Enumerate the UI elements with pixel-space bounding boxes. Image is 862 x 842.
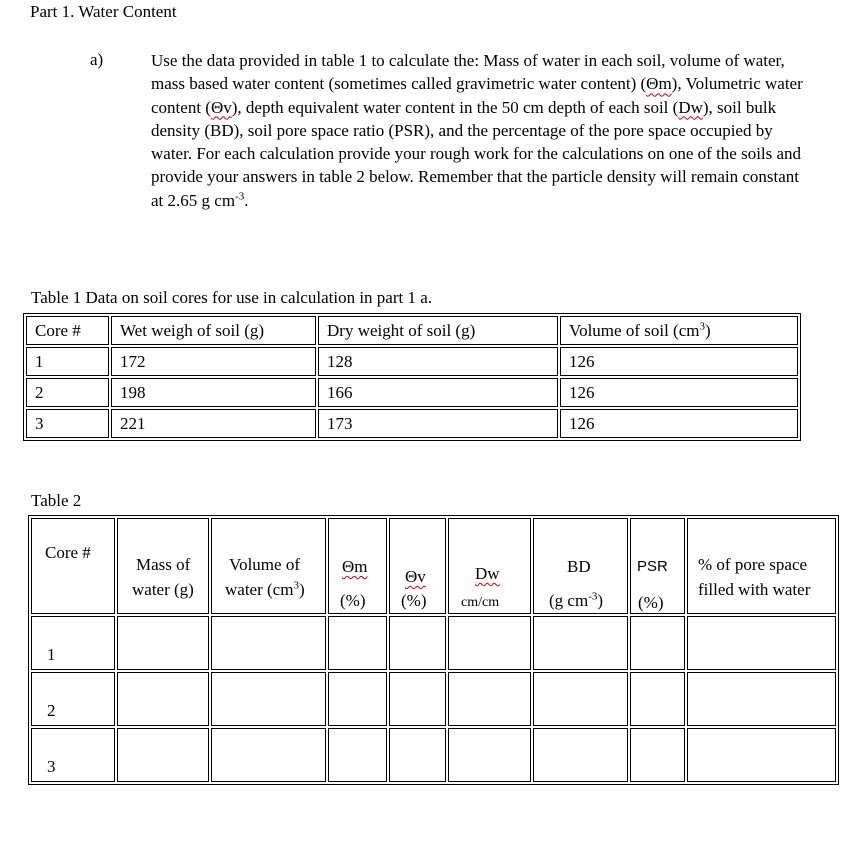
table2 — [28, 515, 839, 785]
header-core-label: Core # — [45, 543, 91, 562]
header-pct-line1: % of pore space — [698, 555, 808, 574]
table1-cell: 166 — [318, 378, 558, 407]
theta-m-term: Θm — [646, 74, 672, 94]
table2-core-cell — [31, 672, 115, 726]
answer-cell[interactable] — [328, 616, 387, 670]
table-row — [31, 616, 836, 670]
answer-cell[interactable] — [117, 728, 209, 782]
table1-header-row — [26, 316, 798, 345]
table1-volume-close: ) — [704, 321, 711, 340]
table1-caption: Table 1 Data on soil cores for use in calculation in part 1 a. — [31, 288, 433, 307]
density-exponent: -3 — [235, 190, 245, 203]
table1-cell: 221 — [111, 409, 316, 438]
answer-cell[interactable] — [533, 672, 628, 726]
answer-cell[interactable] — [448, 616, 531, 670]
header-bd-close: ) — [597, 591, 604, 610]
table2-header-core — [31, 518, 115, 614]
table1-cell: 126 — [560, 347, 798, 376]
table1-cell: 1 — [26, 347, 109, 376]
table2-core-cell — [31, 616, 115, 670]
table-row — [26, 378, 798, 407]
part-title: Part 1. Water Content — [30, 2, 177, 21]
table1-header-cell: Wet weigh of soil (g) — [111, 316, 316, 345]
header-theta-v-unit: (%) — [401, 591, 427, 610]
table1-cell: 3 — [26, 409, 109, 438]
table1-cell: 126 — [560, 378, 798, 407]
header-volume-close: ) — [298, 580, 305, 599]
header-psr: PSR — [637, 558, 668, 575]
header-theta-v: Θv — [405, 567, 426, 586]
answer-cell[interactable] — [687, 616, 836, 670]
table-row — [26, 409, 798, 438]
table2-header-theta-m — [328, 518, 387, 614]
table2-core-cell — [31, 728, 115, 782]
table1-cell: 198 — [111, 378, 316, 407]
question-end: . — [244, 190, 249, 210]
header-mass-line2: water (g) — [132, 580, 194, 599]
question-text-2: ), Volumetric water content ( — [151, 74, 803, 117]
answer-cell[interactable] — [687, 728, 836, 782]
answer-cell[interactable] — [389, 728, 446, 782]
header-theta-m: Θm — [342, 557, 368, 576]
table2-header-psr — [630, 518, 685, 614]
table1-cell: 128 — [318, 347, 558, 376]
header-dw-unit: cm/cm — [461, 595, 500, 610]
answer-cell[interactable] — [630, 672, 685, 726]
answer-cell[interactable] — [533, 616, 628, 670]
table1-header-cell: Dry weight of soil (g) — [318, 316, 558, 345]
table-row — [26, 347, 798, 376]
header-bd-unit-text: (g cm — [549, 591, 589, 610]
answer-cell[interactable] — [389, 672, 446, 726]
table1-header-cell — [560, 316, 798, 345]
answer-cell[interactable] — [533, 728, 628, 782]
answer-cell[interactable] — [687, 672, 836, 726]
table2-core-number: 1 — [47, 645, 56, 664]
question-text-3: ), depth equivalent water content in the 50 cm depth of each soil ( — [231, 97, 679, 117]
answer-cell[interactable] — [211, 728, 326, 782]
table2-caption: Table 2 — [31, 491, 82, 510]
table2-core-number: 3 — [47, 757, 56, 776]
table2-core-number: 2 — [47, 701, 56, 720]
table2-header-volume — [211, 518, 326, 614]
answer-cell[interactable] — [211, 616, 326, 670]
table-row — [31, 672, 836, 726]
question-text-1: Use the data provided in table 1 to calculate the: Mass of water in each soil, volume of water, mass based water content (sometimes called gravimetric water content) ( — [151, 51, 785, 94]
header-theta-m-unit: (%) — [340, 591, 366, 610]
answer-cell[interactable] — [630, 728, 685, 782]
table1-volume-exp: 3 — [699, 320, 705, 333]
theta-v-term: Θv — [210, 97, 232, 117]
table1-cell: 173 — [318, 409, 558, 438]
table1-cell: 126 — [560, 409, 798, 438]
answer-cell[interactable] — [117, 672, 209, 726]
table2-header-pct — [687, 518, 836, 614]
answer-cell[interactable] — [630, 616, 685, 670]
header-volume-exp: 3 — [293, 579, 299, 592]
header-bd-exp: -3 — [588, 590, 598, 603]
table2-header-row — [31, 518, 836, 614]
answer-cell[interactable] — [211, 672, 326, 726]
table2-header-bd — [533, 518, 628, 614]
question-text — [151, 49, 811, 212]
question-label: a) — [90, 50, 104, 69]
question-text-4: ), soil bulk density (BD), soil pore space ratio (PSR), and the percentage of the pore space occupied by water. For each calculation provide your rough work for the calculations on one of the soils and provide your answers in table 2 below. Remember that the particle density will remain constant at 2.65 g cm — [151, 97, 802, 210]
header-mass-line1: Mass of — [136, 555, 191, 574]
table1-cell: 2 — [26, 378, 109, 407]
answer-cell[interactable] — [389, 616, 446, 670]
answer-cell[interactable] — [448, 728, 531, 782]
dw-term: Dw — [678, 97, 703, 117]
header-pct-line2: filled with water — [698, 580, 811, 599]
table1-header-cell: Core # — [26, 316, 109, 345]
table1-cell: 172 — [111, 347, 316, 376]
table-row — [31, 728, 836, 782]
table1 — [23, 313, 801, 441]
table2-header-dw — [448, 518, 531, 614]
header-bd: BD — [567, 557, 591, 576]
header-dw: Dw — [475, 564, 500, 583]
table2-header-theta-v — [389, 518, 446, 614]
header-volume-line1: Volume of — [229, 555, 300, 574]
answer-cell[interactable] — [328, 672, 387, 726]
answer-cell[interactable] — [117, 616, 209, 670]
answer-cell[interactable] — [448, 672, 531, 726]
header-volume-unit: water (cm — [225, 580, 294, 599]
table1-volume-header: Volume of soil (cm — [569, 321, 700, 340]
table2-header-mass — [117, 518, 209, 614]
header-bd-unit — [549, 591, 603, 611]
answer-cell[interactable] — [328, 728, 387, 782]
header-volume-line2 — [225, 580, 305, 600]
header-psr-unit: (%) — [638, 593, 664, 612]
